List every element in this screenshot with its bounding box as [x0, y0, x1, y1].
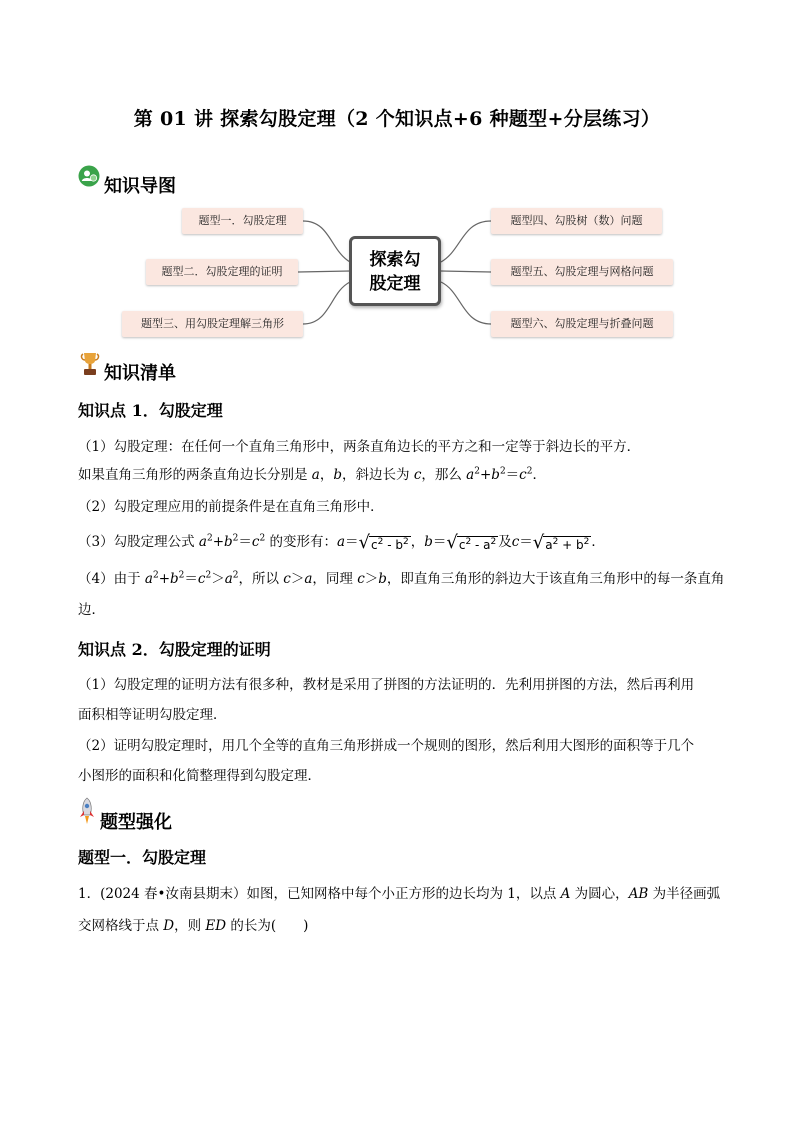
kp2-p2b: 小图形的面积和化简整理得到勾股定理．: [78, 768, 321, 784]
practice-heading: 题型强化: [100, 812, 172, 833]
kp1-p2-text-c: ，那么: [421, 467, 467, 483]
kp1-p2-text-d: ．: [532, 467, 546, 483]
kp1-p5: （4）由于 $a^2+b^2=c^2>a^2$，所以 c＞a，同理 c＞b，即直角三角形的斜边大于该直角三角形中的每一条直角: [78, 570, 725, 587]
question-1-line1: [78, 884, 720, 904]
q1-var-ab: AB: [628, 886, 649, 902]
page-title: 第 01 讲 探索勾股定理（2 个知识点+6 种题型+分层练习）: [133, 108, 661, 130]
kp1-p3: （2）勾股定理应用的前提条件是在直角三角形中．: [78, 499, 384, 515]
q1-text-c: 为半径画弧: [648, 886, 721, 902]
mindmap-node-type4: 题型四、勾股树（数）问题: [491, 208, 662, 234]
kp1-p4-text-c: 及: [498, 534, 512, 550]
q1-text-e: ，则: [174, 918, 206, 934]
q1-text-a: 1．(2024 春•汝南县期末）如图，已知网格中每个小正方形的边长均为 1，以点: [78, 886, 561, 902]
kp1-p4: （3）勾股定理公式 $a^2+b^2=c^2$ 的变形有：$a=√c^2 - b^2$ ，$b=√c^2 - a^2$ 及$c=√a^2 + b^2$ ．: [78, 532, 605, 553]
mindmap: [0, 0, 794, 350]
kp2-p2a: （2）证明勾股定理时，用几个全等的直角三角形拼成一个规则的图形，然后利用大图形的面积等于几个: [78, 738, 695, 754]
q1-var-d: D: [163, 918, 175, 934]
mindmap-center-line2: 股定理: [369, 274, 421, 294]
mindmap-center-line1: 探索勾: [369, 250, 421, 270]
kp2-p1a: （1）勾股定理的证明方法有很多种，教材是采用了拼图的方法证明的．先利用拼图的方法，然后再利用: [78, 677, 695, 693]
kp2-p1b: 面积相等证明勾股定理．: [78, 707, 227, 723]
rocket-icon: [78, 797, 96, 825]
mindmap-center: [349, 236, 441, 306]
mindmap-node-type1: 题型一．勾股定理: [182, 208, 303, 234]
kp1-p2-text-a: 如果直角三角形的两条直角边长分别是: [78, 467, 312, 483]
mindmap-node-type3: 题型三、用勾股定理解三角形: [122, 311, 303, 337]
kp1-p4-text-b: 的变形有：: [265, 534, 337, 550]
kp1-title: 知识点 1．勾股定理: [78, 401, 223, 420]
q1-text-b: 为圆心，: [570, 886, 629, 902]
q1-var-ed: ED: [205, 918, 227, 934]
mindmap-node-type2: 题型二．勾股定理的证明: [146, 259, 298, 285]
mindmap-node-type6: 题型六、勾股定理与折叠问题: [491, 311, 673, 337]
sqrt-formula-b: $√c^2 - a^2$: [446, 532, 497, 553]
kp1-p2: 如果直角三角形的两条直角边长分别是 a，b，斜边长为 c，那么 $a^2+b^2=c^2$．: [78, 466, 546, 483]
kp1-p5-text-d: ，即直角三角形的斜边大于该直角三角形中的每一条直角: [386, 571, 725, 587]
type1-title: 题型一．勾股定理: [78, 848, 207, 867]
kp1-p5-cont: 边．: [78, 602, 105, 618]
q1-text-d: 交网格线于点: [78, 918, 164, 934]
kp1-p5-text-b: ，所以: [238, 571, 284, 587]
question-1-line2: [78, 916, 308, 936]
sqrt-formula-a: $√c^2 - b^2$: [358, 532, 409, 553]
sqrt-formula-c: $√a^2 + b^2$: [532, 532, 590, 553]
kp1-p2-text-b: ，斜边长为: [342, 467, 414, 483]
trophy-icon: [80, 350, 100, 376]
mindmap-heading: 知识导图: [104, 176, 176, 197]
q1-var-a: A: [560, 886, 571, 902]
knowledge-heading: 知识清单: [104, 363, 176, 384]
kp1-p5-text-c: ，同理: [312, 571, 358, 587]
q1-text-f: 的长为( ): [226, 918, 309, 934]
mindmap-node-type5: 题型五、勾股定理与网格问题: [491, 259, 673, 285]
kp1-p1: （1）勾股定理：在任何一个直角三角形中，两条直角边长的平方之和一定等于斜边长的平方．: [78, 439, 641, 455]
kp1-p4-text-a: （3）勾股定理公式: [78, 534, 199, 550]
kp1-p5-text-a: （4）由于: [78, 571, 145, 587]
kp2-title: 知识点 2．勾股定理的证明: [78, 640, 271, 659]
